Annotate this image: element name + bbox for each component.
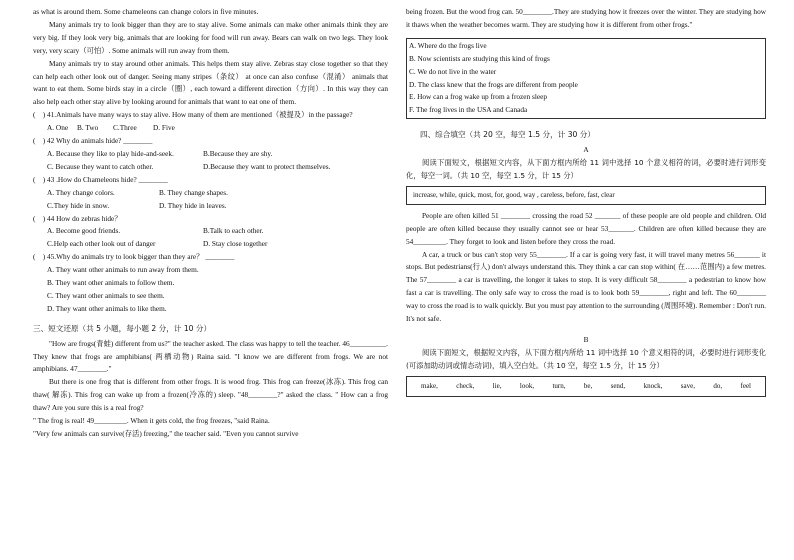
word: be,	[583, 381, 593, 390]
right-column	[406, 6, 766, 402]
option[interactable]: D.Because they want to protect themselves.	[203, 161, 331, 171]
passage-line: " The frog is real! 49_________. When it gets cold, the frog freezes, "said Raina.	[33, 416, 270, 426]
word: check,	[456, 381, 475, 390]
part-a-instructions: 阅读下面短文，根据短文内容，从下面方框内所给 11 词中选择 10 个意义相符的词，必要时进行词形变化，每空一词。（共 10 空，每空 1.5 分，计 15 分）	[406, 158, 766, 180]
word: feel	[740, 381, 751, 390]
question-45-stem: ( ) 45.Why do animals try to look bigger than they are？ ________	[33, 252, 235, 262]
word: send,	[610, 381, 626, 390]
question-41-options	[33, 122, 388, 135]
passage-paragraph: "How are frogs(青蛙) different from us?" the teacher asked. The class was happy to tell the teacher. 46__________. They knew that frogs are amphibians( 两栖动物) Raina said. "I know we are different from frogs. We are not amphibians. 47________."	[33, 338, 388, 374]
option[interactable]: D. Stay close together	[203, 239, 268, 249]
option[interactable]: C. They want other animals to see them.	[47, 290, 165, 300]
question-43-stem: ( ) 43 .How do Chameleons hide? ________	[33, 174, 168, 184]
left-column	[33, 6, 388, 441]
question-44-options-row1	[33, 225, 388, 238]
option[interactable]: C.Help each other look out of danger	[47, 239, 156, 249]
word: knock,	[643, 381, 663, 390]
option[interactable]: B. They change shapes.	[159, 187, 228, 197]
option-line: C. We do not live in the water	[409, 66, 497, 76]
part-b-label: B	[583, 334, 589, 344]
question-43-options-row2	[33, 200, 388, 213]
section-4-title: 四、综合填空（共 20 空，每空 1.5 分，计 30 分）	[420, 130, 595, 140]
passage-paragraph: Many animals try to look bigger than they are to stay alive. Some animals can make other animals think they are very big. If they look very big, animals that are looking for food will run away. Bears can walk on two legs. They look very, very scary（可怕）. Some animals will run away from them.	[33, 19, 388, 55]
word: lie,	[492, 381, 502, 390]
part-a-label: A	[583, 145, 589, 155]
word: do,	[713, 381, 723, 390]
option[interactable]: A. They change colors.	[47, 187, 115, 197]
question-43-options-row1	[33, 187, 388, 200]
option[interactable]: A. They want other animals to run away from them.	[47, 265, 199, 275]
word: look,	[519, 381, 535, 390]
option-line: A. Where do the frogs live	[409, 40, 487, 50]
question-42-options-row2	[33, 161, 388, 174]
section-3-title: 三、短文还原（共 5 小题，每小题 2 分，计 10 分）	[33, 323, 212, 333]
passage-paragraph: But there is one frog that is different from other frogs. It is wood frog. This frog can freeze(冰冻). This frog can thaw( 解冻). This frog can wake up from a frozen(冷冻的) sleep. "48________?" asked the class. " How can a frog thaw? Are you sure this is a real frog?	[33, 377, 388, 413]
question-42-options-row1	[33, 148, 388, 161]
option[interactable]: B. Two	[77, 123, 99, 133]
option[interactable]: D. They want other animals to like them.	[47, 303, 167, 313]
part-a-word-box: increase, while, quick, most, for, good, way , careless, before, fast, clear	[406, 186, 766, 205]
option[interactable]: C.They hide in snow.	[47, 200, 110, 210]
word: save,	[680, 381, 695, 390]
question-45-options	[33, 264, 388, 316]
option-line: B. Now scientists are studying this kind of frogs	[409, 53, 550, 63]
passage-line: "Very few animals can survive(存活) freezing," the teacher said. "Even you cannot survive	[33, 429, 299, 438]
option[interactable]: A. Become good friends.	[47, 226, 121, 236]
passage-paragraph: People are often killed 51 ________ crossing the road 52 _______ of these people are old people and children. Old people are often killed because they usually cannot see or hear 53_______. Children are often killed because they are 54_________. They forget to look and listen before they cross the road.	[406, 210, 766, 246]
options-box	[406, 38, 766, 119]
question-44-options-row2	[33, 238, 388, 251]
option[interactable]: A. Because they like to play hide-and-seek.	[47, 148, 174, 158]
passage-line: as what is around them. Some chameleons can change colors in five minutes.	[33, 7, 259, 16]
option[interactable]: C.Three	[113, 123, 137, 133]
option[interactable]: D. They hide in leaves.	[159, 200, 227, 210]
option-line: D. The class knew that the frogs are different from people	[409, 79, 578, 89]
option[interactable]: B.Talk to each other.	[203, 226, 264, 236]
question-41-stem: ( ) 41.Animals have many ways to stay alive. How many of them are mentioned（被提及）in the passage?	[33, 110, 353, 120]
word: make,	[421, 381, 438, 390]
question-44-stem: ( ) 44 How do zebras hide？	[33, 213, 122, 223]
question-42-stem: ( ) 42 Why do animals hide? ________	[33, 136, 153, 146]
word: turn,	[552, 381, 566, 390]
option[interactable]: A. One	[47, 123, 69, 133]
option-line: E. How can a frog wake up from a frozen sleep	[409, 92, 547, 102]
option[interactable]: C. Because they want to catch other.	[47, 161, 154, 171]
option-line: F. The frog lives in the USA and Canada	[409, 105, 528, 115]
part-b-instructions: 阅读下面短文，根据短文内容，从下面方框内所给 11 词中选择 10 个意义相符的词，必要时进行词形变化(可添加助动词或情态动词)，填入空白处。（共 10 空，每空 1.5 分，计 15 分）	[406, 347, 766, 370]
option[interactable]: B.Because they are shy.	[203, 148, 273, 158]
passage-paragraph: A car, a truck or bus can't stop very 55________. If a car is going very fast, it will travel many metres 56_______ it stops. But pedestrians(行人) don't always understand this. They think a car can stop within( 在……范围内) a few metres. The 57________ a car is travelling, the longer it takes to stop. It is very difficult 58________ a pedestrian to know how fast a car is travelling. The only safe way to cross the road is to look both 59________, right and left. The 60________ way to cross the road is to walk quickly. But you must pay attention to the surrounding (周围环境). Remember : Don't run. It's not safe.	[406, 249, 766, 324]
option[interactable]: D. Five	[153, 123, 175, 133]
option[interactable]: B. They want other animals to follow them.	[47, 278, 175, 288]
passage-paragraph: being frozen. But the wood frog can. 50________.They are studying how it freezes over the winter. They are studying how it thaws when the weather becomes warm. They are studying how it is different from other frogs."	[406, 7, 766, 29]
part-b-word-box	[406, 376, 766, 397]
passage-paragraph: Many animals try to stay around other animals. This helps them stay alive. Zebras stay close together so that they can help each other look out of danger. Seeing many stripes（条纹） at once can also confuse（混淆） animals that want to eat them. Some birds stay in a circle（圈）, each toward a different direction（方向）. In this way they can also help each other stay alive by looking around for animals that want to eat one of them.	[33, 58, 388, 107]
